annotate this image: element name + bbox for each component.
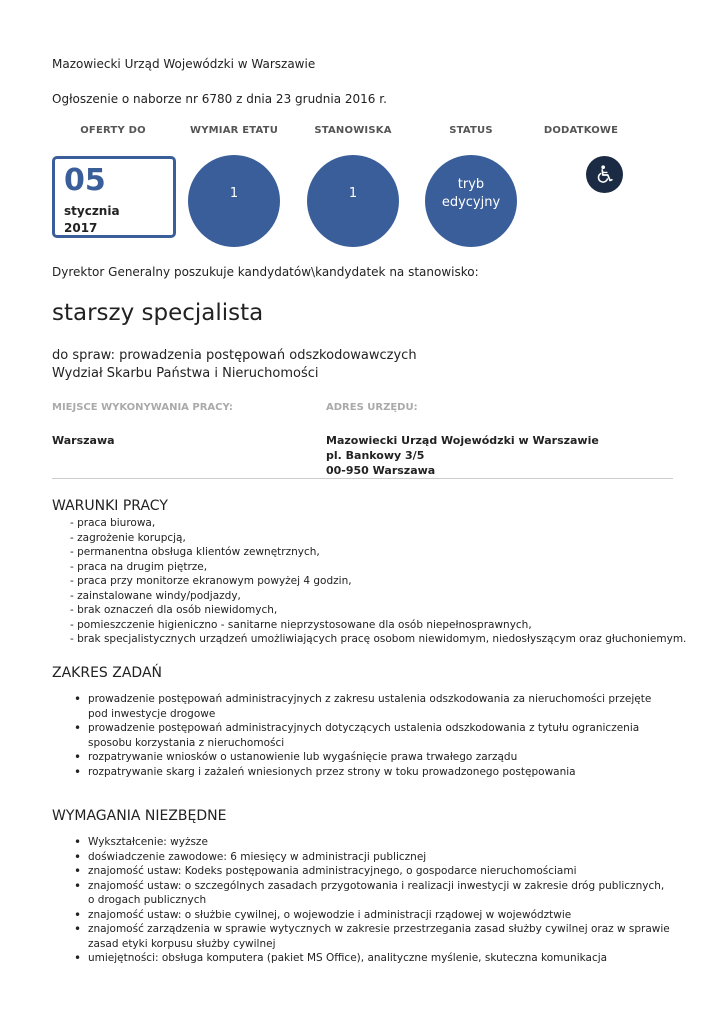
list-item: • rozpatrywanie wniosków o ustanowienie lub wygaśnięcie prawa trwałego zarządu	[72, 750, 672, 765]
deadline-month: stycznia	[64, 204, 120, 218]
list-item: - zainstalowane windy/podjazdy,	[70, 589, 241, 602]
list-item: • Wykształcenie: wyższe	[72, 835, 672, 850]
announcement-line: Ogłoszenie o naborze nr 6780 z dnia 23 grudnia 2016 r.	[52, 92, 387, 106]
list-item: • znajomość ustaw: Kodeks postępowania administracyjnego, o gospodarce nieruchomościami	[72, 864, 672, 879]
deadline-box	[52, 156, 176, 238]
divider	[52, 478, 673, 479]
office-address-line: pl. Bankowy 3/5	[326, 449, 425, 462]
fte-circle	[188, 155, 280, 247]
position-scope: do spraw: prowadzenia postępowań odszkodowawczych	[52, 348, 417, 363]
status-circle	[425, 155, 517, 247]
list-item: • prowadzenie postępowań administracyjnych z zakresu ustalenia odszkodowania za nieruchomości przejęte pod inwestycje drogowe	[72, 692, 672, 721]
list-item: - permanentna obsługa klientów zewnętrznych,	[70, 546, 320, 558]
positions-value: 1	[348, 186, 358, 201]
tasks-list	[72, 692, 672, 779]
fte-label: WYMIAR ETATU	[189, 125, 279, 136]
deadline-day: 05	[64, 163, 106, 198]
institution-name: Mazowiecki Urząd Wojewódzki w Warszawie	[52, 57, 316, 71]
positions-label: STANOWISKA	[314, 125, 392, 136]
place-value: Warszawa	[52, 434, 115, 447]
list-item: - praca biurowa,	[70, 517, 156, 529]
office-label: ADRES URZĘDU:	[326, 402, 418, 413]
list-item: - zagrożenie korupcją,	[70, 531, 186, 544]
list-item: • rozpatrywanie skarg i zażaleń wniesionych przez strony w toku prowadzonego postępowania	[72, 765, 672, 780]
office-address	[326, 433, 599, 478]
offers-until-label: OFERTY DO	[80, 125, 146, 136]
list-item: - pomieszczenie higieniczno - sanitarne nieprzystosowane dla osób niepełnosprawnych,	[70, 618, 532, 631]
place-label: MIEJSCE WYKONYWANIA PRACY:	[52, 402, 233, 413]
list-item: • znajomość ustaw: o służbie cywilnej, o wojewodzie i administracji rządowej w województwie	[72, 908, 672, 923]
department-name: Wydział Skarbu Państwa i Nieruchomości	[52, 366, 319, 381]
list-item: • doświadczenie zawodowe: 6 miesięcy w administracji publicznej	[72, 850, 672, 865]
positions-circle	[307, 155, 399, 247]
position-title: starszy specjalista	[52, 300, 264, 326]
conditions-list	[70, 516, 686, 647]
status-value-line2: edycyjny	[441, 195, 501, 210]
requirements-title: WYMAGANIA NIEZBĘDNE	[52, 808, 227, 824]
list-item: - brak specjalistycznych urządzeń umożliwiających pracę osobom niewidomym, niedosłyszącym oraz głuchoniemym.	[70, 633, 687, 645]
list-item: - praca przy monitorze ekranowym powyżej 4 godzin,	[70, 575, 352, 587]
office-address-line: Mazowiecki Urząd Wojewódzki w Warszawie	[326, 434, 599, 447]
status-value-line1: tryb	[457, 177, 485, 192]
deadline-year: 2017	[64, 221, 98, 235]
tasks-title: ZAKRES ZADAŃ	[52, 665, 163, 681]
list-item: - praca na drugim piętrze,	[70, 560, 208, 573]
status-label: STATUS	[449, 125, 493, 136]
requirements-list	[72, 835, 672, 966]
intro-text: Dyrektor Generalny poszukuje kandydatów\kandydatek na stanowisko:	[52, 265, 479, 279]
list-item: • znajomość zarządzenia w sprawie wytycznych w zakresie przestrzegania zasad służby cywilnej oraz w sprawie zasad etyki korpusu służby cywilnej	[72, 922, 672, 951]
list-item: • znajomość ustaw: o szczególnych zasadach przygotowania i realizacji inwestycji w zakresie dróg publicznych, o drogach publicznych	[72, 879, 672, 908]
office-address-line: 00-950 Warszawa	[326, 464, 436, 477]
extra-label: DODATKOWE	[543, 125, 619, 136]
conditions-title: WARUNKI PRACY	[52, 498, 168, 514]
fte-value: 1	[229, 186, 239, 201]
list-item: • prowadzenie postępowań administracyjnych dotyczących ustalenia odszkodowania z tytułu ograniczenia sposobu korzystania z nieruchomości	[72, 721, 672, 750]
list-item: • umiejętności: obsługa komputera (pakiet MS Office), analityczne myślenie, skuteczna komunikacja	[72, 951, 672, 966]
list-item: - brak oznaczeń dla osób niewidomych,	[70, 604, 278, 616]
wheelchair-accessible-icon	[586, 156, 623, 193]
